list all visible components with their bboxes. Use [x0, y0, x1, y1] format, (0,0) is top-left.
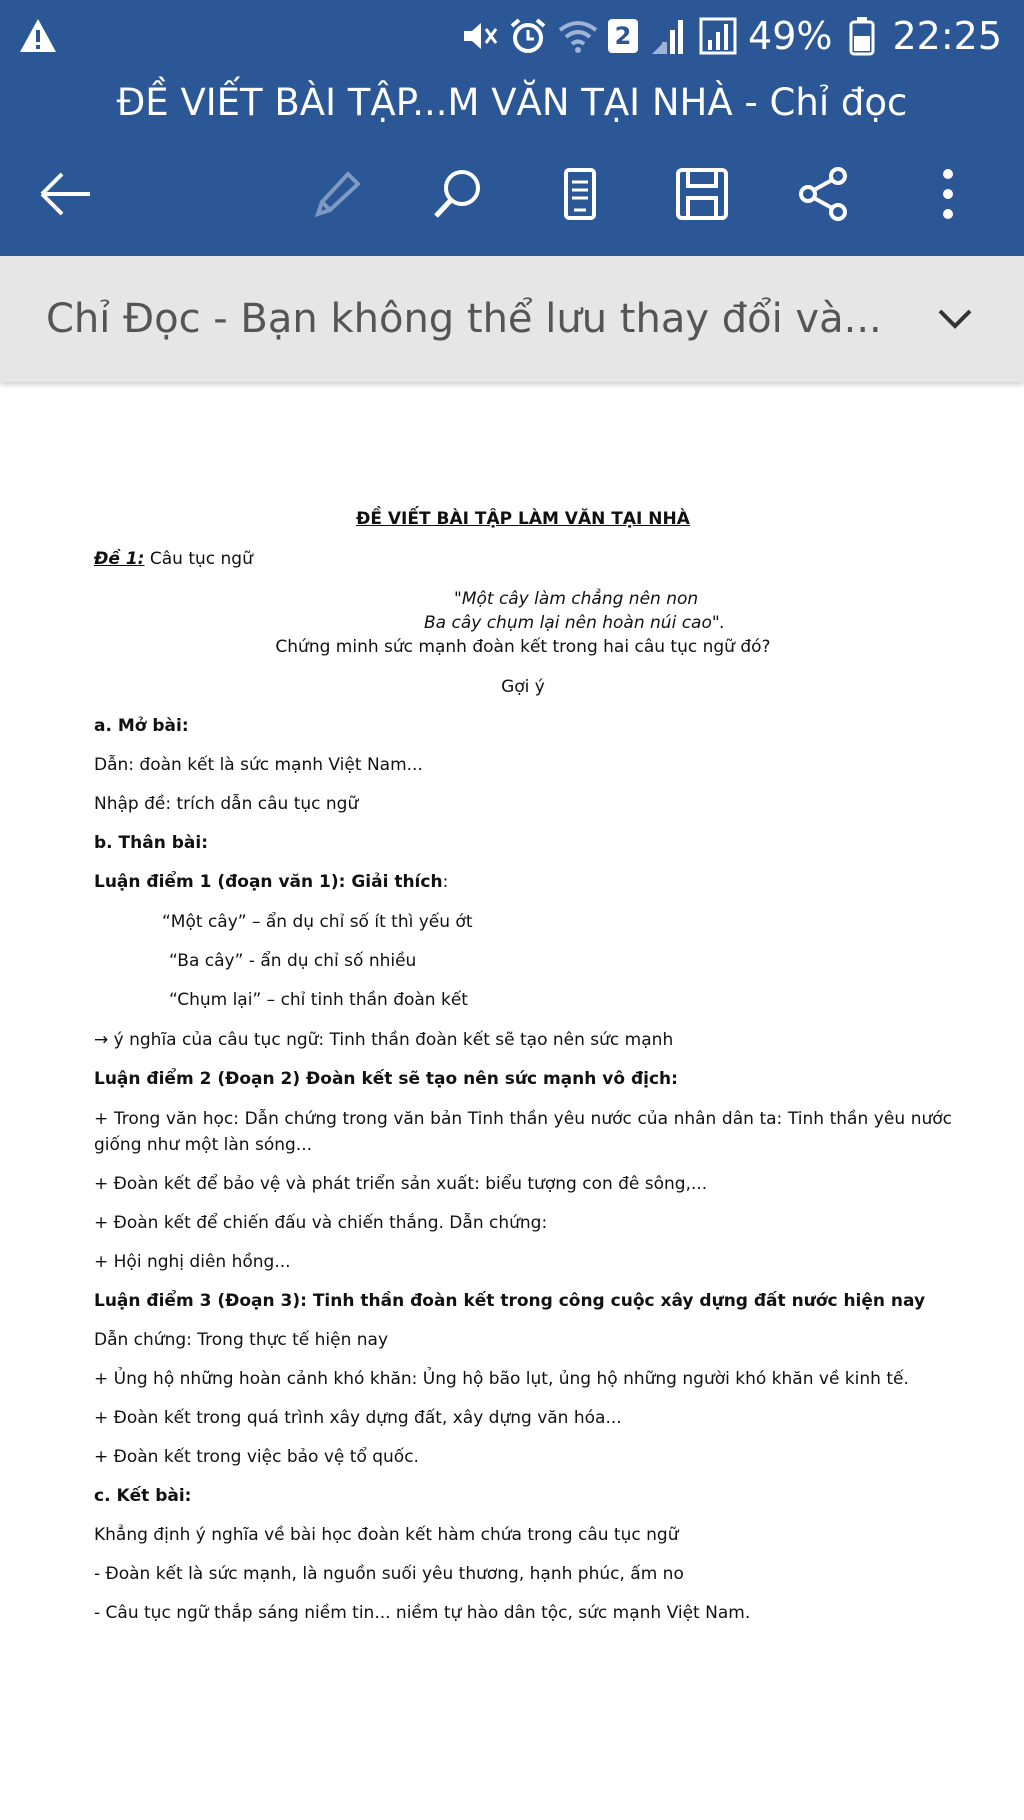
signal-icon-2	[698, 16, 738, 56]
save-icon	[674, 166, 730, 222]
back-arrow-icon	[38, 166, 94, 222]
share-button[interactable]	[792, 162, 856, 226]
search-icon	[430, 166, 486, 222]
point-2-b: + Đoàn kết để bảo vệ và phát triển sản xuất: biểu tượng con đê sông,...	[94, 1174, 708, 1194]
mobile-view-icon	[552, 166, 608, 222]
conclusion-heading: c. Kết bài:	[94, 1486, 192, 1506]
conclusion-line-2: - Đoàn kết là sức mạnh, là nguồn suối yêu thương, hạnh phúc, ấm no	[94, 1564, 684, 1584]
conclusion-line-3: - Câu tục ngữ thắp sáng niềm tin... niềm tự hào dân tộc, sức mạnh Việt Nam.	[94, 1603, 751, 1623]
topic-text: Câu tục ngữ	[149, 549, 253, 569]
point-1-a: “Một cây” – ẩn dụ chỉ số ít thì yếu ớt	[162, 912, 473, 932]
point-2-heading: Luận điểm 2 (Đoạn 2) Đoàn kết sẽ tạo nên sức mạnh vô địch:	[94, 1069, 678, 1089]
point-1-meaning: ý nghĩa của câu tục ngữ: Tinh thần đoàn kết sẽ tạo nên sức mạnh	[113, 1030, 674, 1050]
alarm-icon	[508, 16, 548, 56]
read-only-banner[interactable]	[0, 256, 1024, 382]
document-heading: ĐỀ VIẾT BÀI TẬP LÀM VĂN TẠI NHÀ	[356, 509, 690, 529]
more-vert-icon	[920, 166, 976, 222]
topic-label: Đề 1:	[94, 549, 145, 569]
point-3-heading: Luận điểm 3 (Đoạn 3): Tinh thần đoàn kết trong công cuộc xây dựng đất nước hiện nay	[94, 1291, 926, 1311]
mute-icon	[458, 16, 498, 56]
status-icons	[458, 8, 1002, 64]
read-only-message: Chỉ Đọc - Bạn không thể lưu thay đổi và...	[46, 296, 882, 342]
pencil-icon	[308, 166, 364, 222]
signal-icon	[648, 16, 688, 56]
quote-line-1: "Một cây làm chẳng nên non	[454, 589, 699, 609]
conclusion-line-1: Khẳng định ý nghĩa về bài học đoàn kết hàm chứa trong câu tục ngữ	[94, 1525, 679, 1545]
battery-icon	[842, 16, 882, 56]
point-3-b: + Ủng hộ những hoàn cảnh khó khăn: Ủng hộ bão lụt, ủng hộ những người khó khăn về kinh tế.	[94, 1369, 909, 1389]
toolbar	[0, 150, 1024, 230]
intro-line-2: Nhập đề: trích dẫn câu tục ngữ	[94, 794, 359, 814]
point-1-c: “Chụm lại” – chỉ tinh thần đoàn kết	[169, 990, 468, 1010]
body-heading: b. Thân bài:	[94, 833, 209, 853]
point-2-a: + Trong văn học: Dẫn chứng trong văn bản Tinh thần yêu nước của nhân dân ta: Tinh thần yêu nước giống như một làn sóng...	[94, 1109, 952, 1155]
sim-badge: 2	[608, 19, 638, 53]
back-button[interactable]	[34, 162, 98, 226]
wifi-icon	[558, 16, 598, 56]
intro-line-1: Dẫn: đoàn kết là sức mạnh Việt Nam...	[94, 755, 423, 775]
search-button[interactable]	[426, 162, 490, 226]
point-2-d: + Hội nghị diên hồng...	[94, 1252, 291, 1272]
topic-line	[94, 548, 952, 570]
point-1-line	[94, 871, 952, 893]
point-1-colon: :	[442, 872, 449, 892]
intro-heading: a. Mở bài:	[94, 716, 189, 736]
edit-button[interactable]	[304, 162, 368, 226]
point-1-heading: Luận điểm 1 (đoạn văn 1): Giải thích	[94, 872, 443, 892]
point-3-a: Dẫn chứng: Trong thực tế hiện nay	[94, 1330, 389, 1350]
point-2-c: + Đoàn kết để chiến đấu và chiến thắng. Dẫn chứng:	[94, 1213, 548, 1233]
point-3-c: + Đoàn kết trong quá trình xây dựng đất, xây dựng văn hóa...	[94, 1408, 622, 1428]
chevron-down-icon[interactable]	[932, 296, 978, 342]
quote-line-2: Ba cây chụm lại nên hoàn núi cao".	[424, 613, 726, 633]
save-button[interactable]	[670, 162, 734, 226]
point-1-meaning-line	[94, 1029, 952, 1051]
share-icon	[796, 166, 852, 222]
battery-percent: 49%	[748, 14, 833, 58]
document-title: ĐỀ VIẾT BÀI TẬP...M VĂN TẠI NHÀ - Chỉ đọc	[116, 81, 908, 124]
reading-view-button[interactable]	[548, 162, 612, 226]
hint-heading: Gợi ý	[501, 677, 545, 697]
question: Chứng minh sức mạnh đoàn kết trong hai câu tục ngữ đó?	[275, 637, 771, 657]
warning-icon	[18, 16, 58, 56]
clock: 22:25	[892, 14, 1002, 58]
arrow-icon: →	[94, 1030, 109, 1050]
point-1-b: “Ba cây” - ẩn dụ chỉ số nhiều	[169, 951, 417, 971]
more-options-button[interactable]	[916, 162, 980, 226]
status-bar	[0, 0, 1024, 70]
point-3-d: + Đoàn kết trong việc bảo vệ tổ quốc.	[94, 1447, 419, 1467]
app-bar	[0, 0, 1024, 256]
